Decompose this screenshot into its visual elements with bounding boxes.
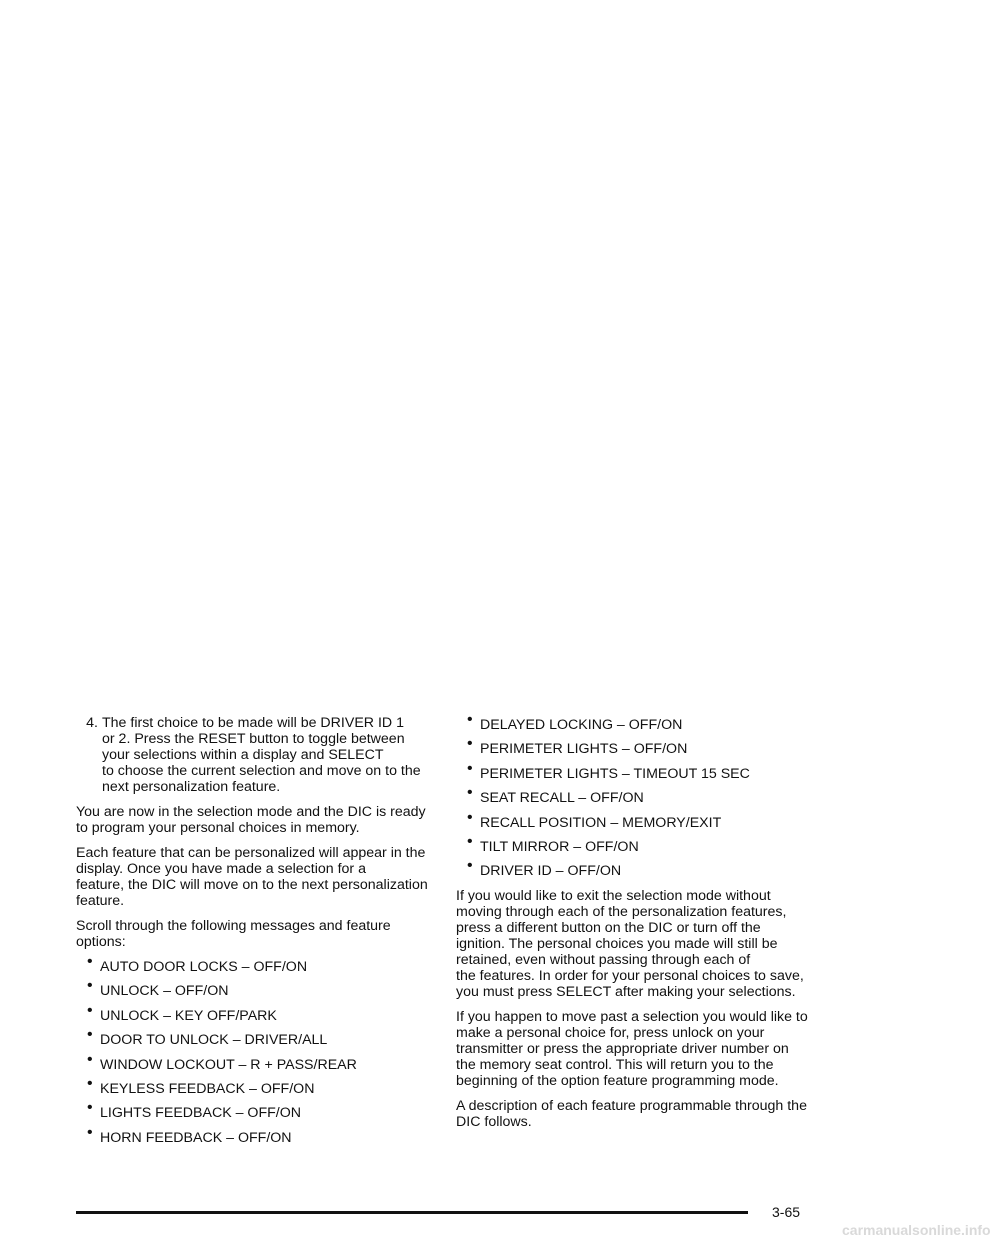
list-item bbox=[76, 953, 436, 975]
text-line: ignition. The personal choices you made will still be bbox=[456, 935, 778, 952]
list-item bbox=[456, 784, 826, 807]
bullet-icon: • bbox=[467, 832, 473, 850]
list-item bbox=[76, 1123, 436, 1146]
text-line: display. Once you have made a selection for a bbox=[76, 861, 366, 877]
paragraph bbox=[76, 845, 436, 909]
bullet-icon: • bbox=[87, 953, 93, 970]
text-line: your selections within a display and SELECT bbox=[102, 747, 384, 763]
text-line: Scroll through the following messages and feature bbox=[76, 918, 391, 934]
list-item-text: SEAT RECALL – OFF/ON bbox=[480, 790, 644, 807]
feature-list-left bbox=[76, 953, 436, 1146]
list-item-text: RECALL POSITION – MEMORY/EXIT bbox=[480, 814, 722, 831]
list-item-text: DELAYED LOCKING – OFF/ON bbox=[480, 717, 683, 733]
bullet-icon: • bbox=[467, 784, 473, 802]
list-item-text: PERIMETER LIGHTS – TIMEOUT 15 SEC bbox=[480, 765, 750, 782]
list-item bbox=[76, 1001, 436, 1024]
step-item bbox=[76, 715, 436, 795]
list-item bbox=[456, 808, 826, 831]
list-item bbox=[456, 711, 826, 733]
text-line: or 2. Press the RESET button to toggle between bbox=[102, 731, 405, 747]
bullet-icon: • bbox=[467, 735, 473, 753]
text-line: If you would like to exit the selection mode without bbox=[456, 887, 771, 904]
bullet-icon: • bbox=[87, 1099, 93, 1117]
text-line: feature. bbox=[76, 893, 125, 909]
text-line: to program your personal choices in memory. bbox=[76, 820, 360, 836]
list-item-text: TILT MIRROR – OFF/ON bbox=[480, 838, 639, 855]
list-item-text: DOOR TO UNLOCK – DRIVER/ALL bbox=[100, 1032, 328, 1049]
text-line: the features. In order for your personal choices to save, bbox=[456, 967, 804, 984]
bullet-icon: • bbox=[87, 1074, 93, 1092]
bullet-icon: • bbox=[87, 977, 93, 995]
bullet-icon: • bbox=[87, 1026, 93, 1044]
list-item-text: HORN FEEDBACK – OFF/ON bbox=[100, 1129, 292, 1146]
list-item-text: UNLOCK – OFF/ON bbox=[100, 983, 229, 1000]
bullet-icon: • bbox=[467, 711, 473, 728]
text-line: options: bbox=[76, 934, 126, 950]
text-line: You are now in the selection mode and the DIC is ready bbox=[76, 804, 426, 820]
page-number: 3-65 bbox=[772, 1204, 801, 1220]
list-item-text: AUTO DOOR LOCKS – OFF/ON bbox=[100, 959, 308, 975]
paragraph bbox=[76, 804, 436, 836]
bullet-icon: • bbox=[87, 1001, 93, 1019]
bullet-icon: • bbox=[467, 808, 473, 826]
list-item bbox=[76, 1026, 436, 1049]
paragraph bbox=[456, 888, 826, 1000]
feature-list-right bbox=[456, 711, 826, 880]
left-column bbox=[76, 715, 436, 1154]
list-item-text: UNLOCK – KEY OFF/PARK bbox=[100, 1007, 277, 1024]
list-item bbox=[76, 977, 436, 1000]
step-number: 4. bbox=[86, 715, 98, 731]
list-item bbox=[76, 1050, 436, 1073]
list-item-text: WINDOW LOCKOUT – R + PASS/REAR bbox=[100, 1056, 357, 1073]
text-line: retained, even without passing through each of bbox=[456, 951, 751, 968]
footer-rule bbox=[76, 1211, 748, 1214]
paragraph bbox=[76, 918, 436, 950]
text-line: moving through each of the personalization features, bbox=[456, 903, 787, 920]
text-line: feature, the DIC will move on to the next personalization bbox=[76, 877, 428, 893]
text-line: If you happen to move past a selection you would like to bbox=[456, 1008, 808, 1025]
list-item bbox=[76, 1099, 436, 1122]
text-line: A description of each feature programmable through the bbox=[456, 1097, 807, 1114]
watermark: carmanualsonline.info bbox=[842, 1222, 991, 1238]
text-line: transmitter or press the appropriate driver number on bbox=[456, 1040, 789, 1057]
list-item-text: KEYLESS FEEDBACK – OFF/ON bbox=[100, 1080, 315, 1097]
text-line: to choose the current selection and move on to the bbox=[102, 763, 421, 779]
list-item bbox=[456, 759, 826, 782]
text-line: DIC follows. bbox=[456, 1113, 532, 1130]
list-item bbox=[76, 1074, 436, 1097]
text-line: press a different button on the DIC or turn off the bbox=[456, 919, 761, 936]
step-text bbox=[102, 715, 436, 795]
bullet-icon: • bbox=[87, 1050, 93, 1068]
bullet-icon: • bbox=[467, 759, 473, 777]
text-line: make a personal choice for, press unlock on your bbox=[456, 1024, 765, 1041]
text-line: beginning of the option feature programming mode. bbox=[456, 1072, 779, 1089]
text-line: the memory seat control. This will return you to the bbox=[456, 1056, 774, 1073]
bullet-icon: • bbox=[87, 1123, 93, 1141]
list-item bbox=[456, 857, 826, 880]
paragraph bbox=[456, 1009, 826, 1089]
text-line: next personalization feature. bbox=[102, 779, 281, 795]
bullet-icon: • bbox=[467, 857, 473, 875]
text-line: The first choice to be made will be DRIVER ID 1 bbox=[102, 715, 404, 731]
list-item bbox=[456, 735, 826, 758]
right-column bbox=[456, 711, 826, 1139]
text-line: Each feature that can be personalized will appear in the bbox=[76, 845, 426, 861]
text-line: you must press SELECT after making your selections. bbox=[456, 983, 796, 1000]
list-item-text: DRIVER ID – OFF/ON bbox=[480, 863, 622, 880]
list-item-text: LIGHTS FEEDBACK – OFF/ON bbox=[100, 1105, 302, 1122]
paragraph bbox=[456, 1098, 826, 1130]
list-item-text: PERIMETER LIGHTS – OFF/ON bbox=[480, 741, 688, 758]
list-item bbox=[456, 832, 826, 855]
